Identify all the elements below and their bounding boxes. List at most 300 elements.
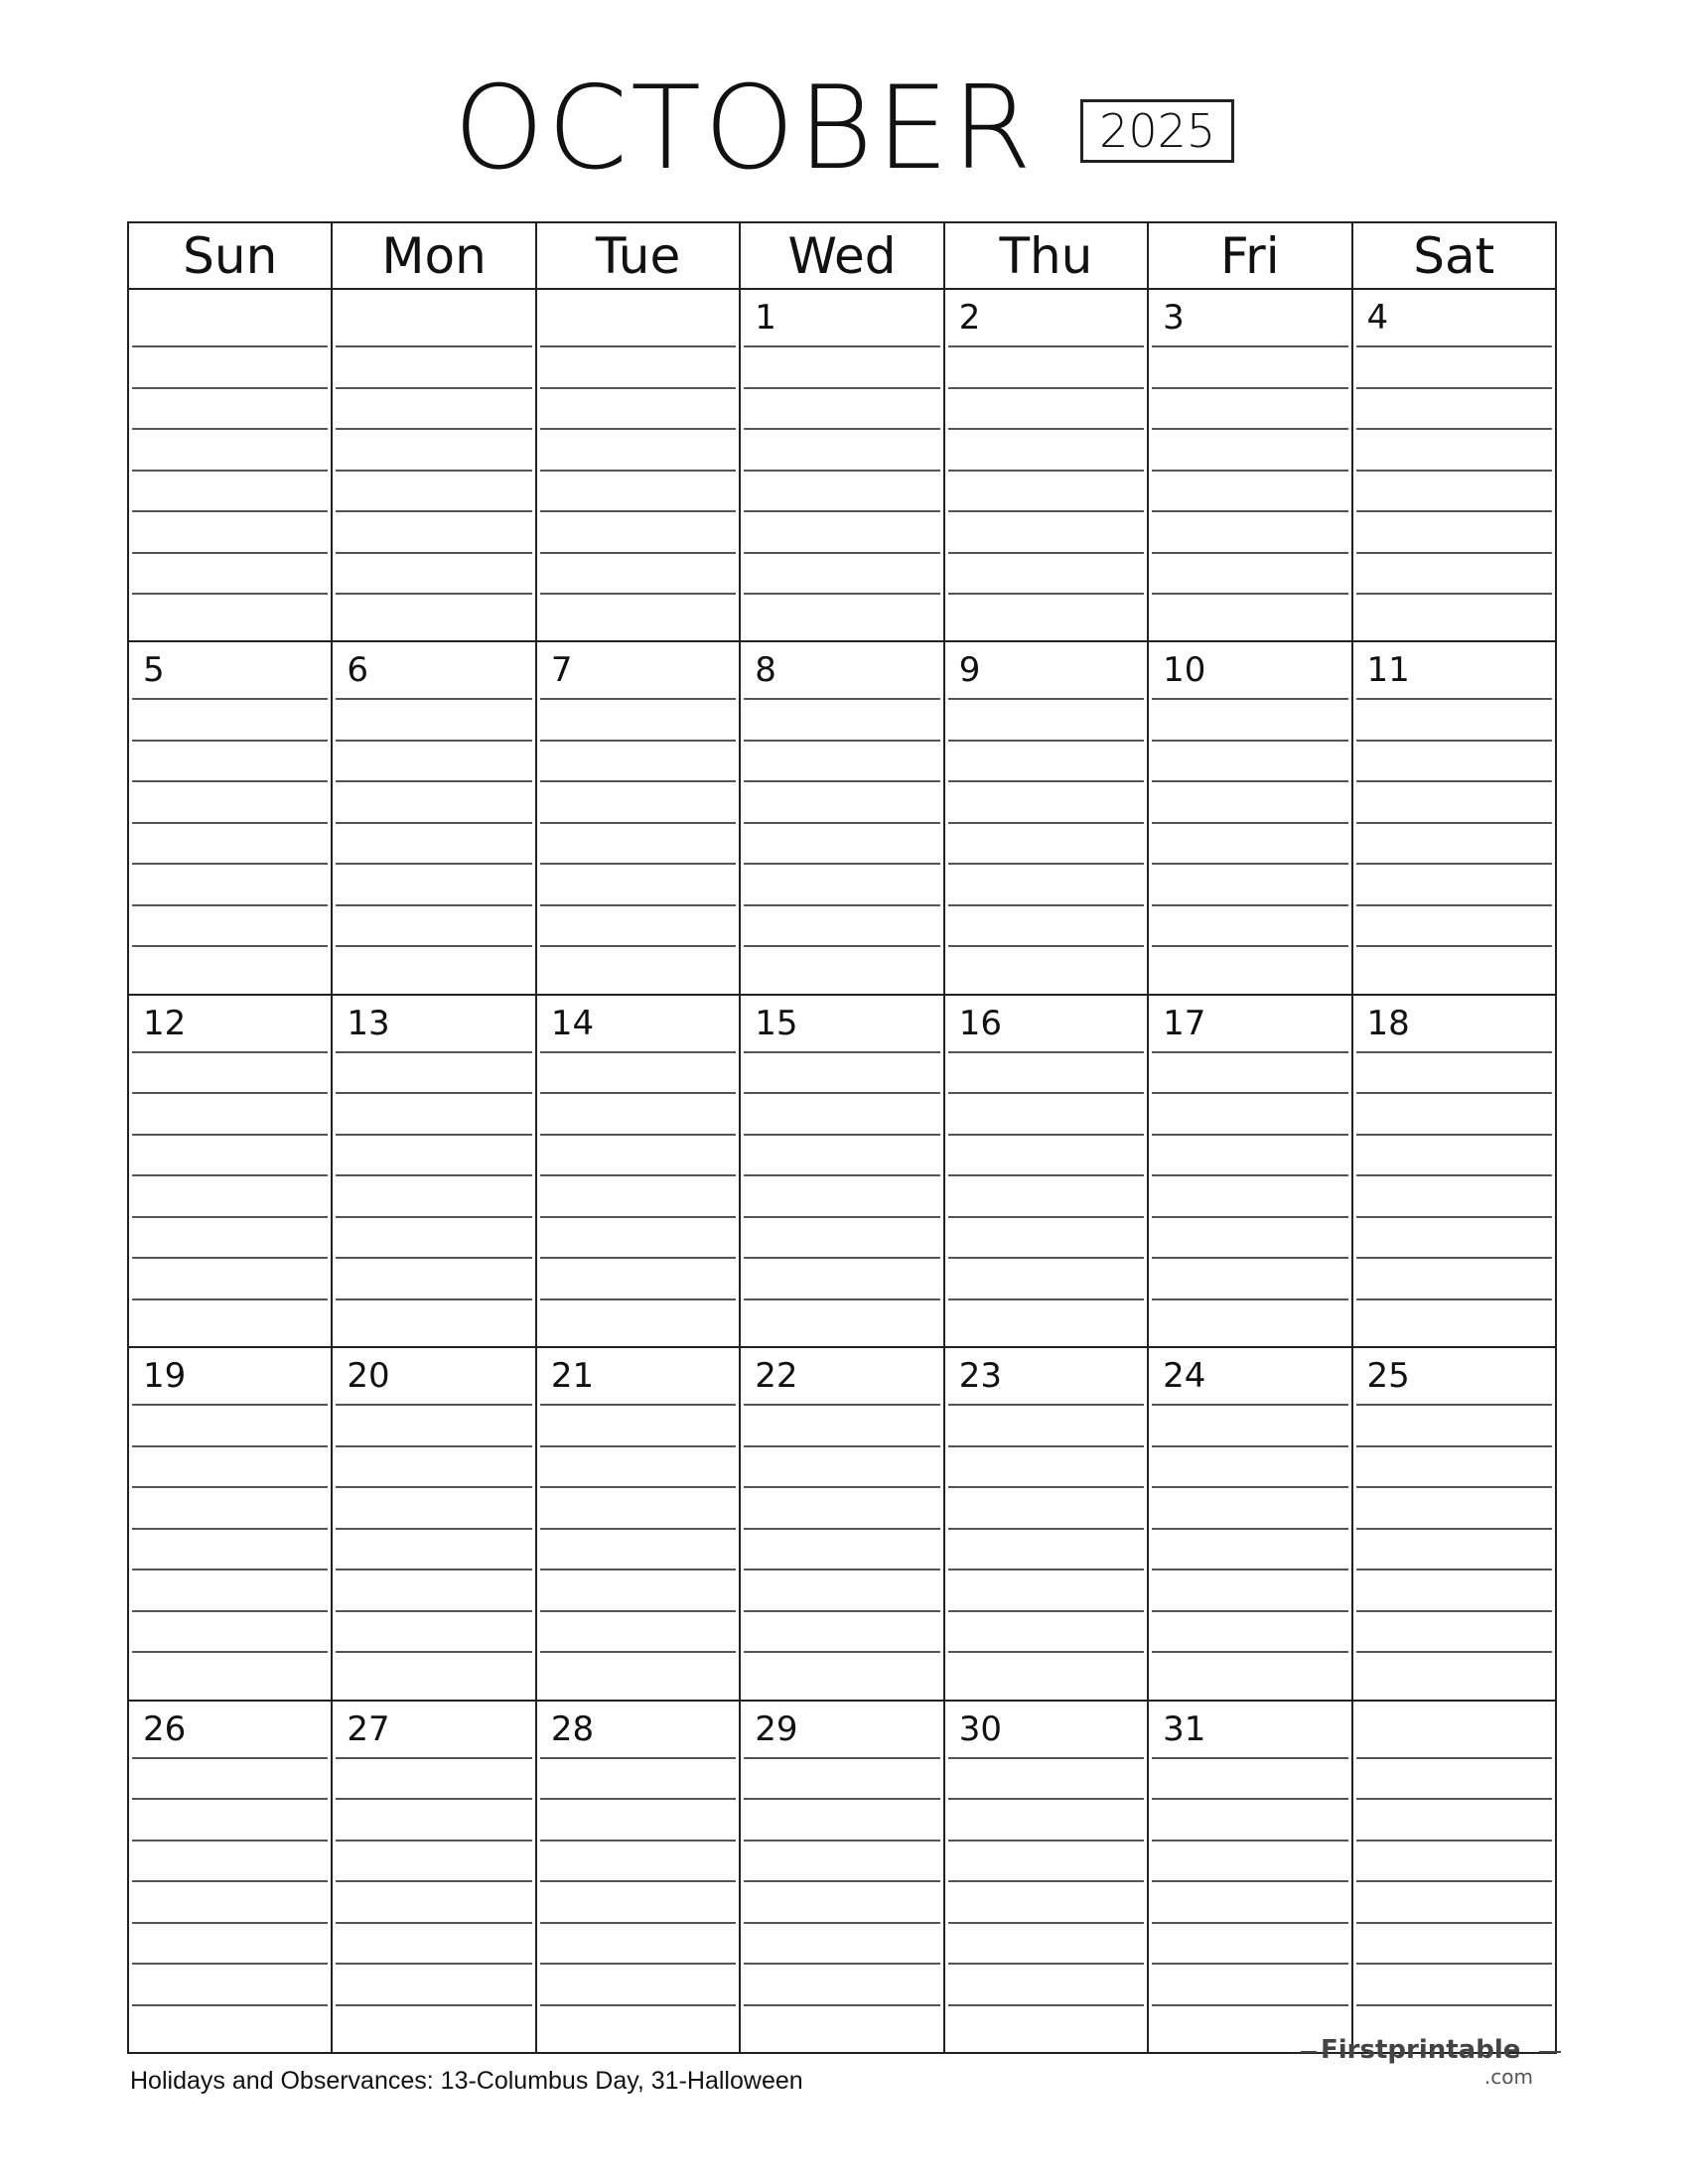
writing-line (1152, 1257, 1347, 1259)
writing-line (948, 1922, 1144, 1924)
writing-line (336, 1963, 531, 1965)
day-cell[interactable] (537, 1348, 741, 1699)
writing-line (744, 1651, 939, 1653)
writing-line (336, 1757, 531, 1759)
writing-line (744, 552, 939, 554)
writing-line (1152, 1404, 1347, 1406)
writing-line (1356, 1922, 1552, 1924)
writing-lines (540, 1404, 736, 1691)
day-number: 24 (1163, 1356, 1206, 1397)
writing-lines (1356, 698, 1552, 985)
writing-line (948, 1963, 1144, 1965)
writing-lines (1152, 1757, 1347, 2044)
day-cell[interactable] (1149, 996, 1352, 1346)
day-cell[interactable] (1353, 642, 1555, 993)
writing-line (744, 1840, 939, 1842)
writing-line (1356, 904, 1552, 906)
writing-line (744, 1404, 939, 1406)
writing-line (1152, 1092, 1347, 1094)
day-cell[interactable] (1353, 996, 1555, 1346)
writing-line (1152, 904, 1347, 906)
day-cell[interactable] (537, 642, 741, 993)
weekday-wed: Wed (741, 223, 944, 288)
writing-line (744, 863, 939, 865)
day-number: 5 (143, 650, 165, 691)
writing-line (1152, 698, 1347, 700)
writing-lines (1152, 1404, 1347, 1691)
writing-line (540, 1404, 736, 1406)
writing-line (1356, 510, 1552, 512)
writing-line (132, 1610, 328, 1612)
day-cell[interactable] (537, 996, 741, 1346)
writing-line (948, 1298, 1144, 1300)
calendar-header (0, 60, 1688, 199)
writing-line (1356, 1298, 1552, 1300)
day-cell[interactable] (1353, 1702, 1555, 2052)
writing-line (948, 1445, 1144, 1447)
writing-line (132, 345, 328, 347)
writing-lines (336, 698, 531, 985)
writing-line (744, 428, 939, 430)
day-number: 25 (1366, 1356, 1410, 1397)
writing-line (744, 1528, 939, 1530)
writing-line (744, 1798, 939, 1800)
week-row (129, 642, 1555, 995)
writing-line (744, 1880, 939, 1882)
writing-line (540, 1486, 736, 1488)
writing-line (744, 1092, 939, 1094)
writing-line (744, 1216, 939, 1218)
writing-lines (540, 1757, 736, 2044)
day-cell[interactable] (1353, 290, 1555, 640)
writing-line (132, 740, 328, 742)
writing-line (336, 1922, 531, 1924)
writing-line (336, 428, 531, 430)
writing-lines (336, 345, 531, 632)
writing-line (1152, 1528, 1347, 1530)
day-cell[interactable] (129, 996, 333, 1346)
writing-line (336, 1651, 531, 1653)
day-number: 27 (347, 1708, 390, 1749)
day-cell[interactable] (741, 290, 944, 640)
writing-line (132, 593, 328, 595)
writing-line (1356, 593, 1552, 595)
day-number: 22 (755, 1356, 798, 1397)
writing-lines (948, 1051, 1144, 1338)
month-title: OCTOBER (453, 62, 1036, 196)
day-cell[interactable] (333, 1702, 536, 2052)
day-number: 26 (143, 1708, 187, 1749)
writing-line (1356, 1610, 1552, 1612)
writing-line (1152, 863, 1347, 865)
day-number: 17 (1163, 1003, 1206, 1043)
writing-line (1152, 1922, 1347, 1924)
writing-line (1356, 1880, 1552, 1882)
week-row (129, 996, 1555, 1348)
writing-line (336, 1404, 531, 1406)
writing-line (948, 780, 1144, 782)
writing-line (336, 1569, 531, 1570)
writing-line (132, 1051, 328, 1053)
writing-lines (336, 1404, 531, 1691)
writing-line (948, 1757, 1144, 1759)
writing-line (132, 470, 328, 472)
writing-line (1152, 510, 1347, 512)
writing-line (948, 1840, 1144, 1842)
writing-line (744, 904, 939, 906)
writing-line (540, 1528, 736, 1530)
writing-line (744, 945, 939, 947)
writing-line (540, 552, 736, 554)
writing-line (1152, 387, 1347, 389)
day-cell[interactable] (1353, 1348, 1555, 1699)
writing-line (948, 904, 1144, 906)
writing-line (948, 345, 1144, 347)
writing-line (1152, 345, 1347, 347)
writing-line (948, 1257, 1144, 1259)
writing-line (540, 1298, 736, 1300)
writing-lines (1152, 698, 1347, 985)
writing-lines (744, 698, 939, 985)
writing-line (132, 822, 328, 824)
writing-line (1152, 593, 1347, 595)
writing-line (132, 1092, 328, 1094)
writing-line (1152, 1134, 1347, 1136)
writing-line (540, 1174, 736, 1176)
writing-line (540, 1051, 736, 1053)
writing-line (336, 1134, 531, 1136)
weekday-sun: Sun (129, 223, 333, 288)
brand-name: Firstprintable (1321, 2035, 1521, 2065)
writing-line (1152, 470, 1347, 472)
writing-line (1152, 1569, 1347, 1570)
day-number: 8 (755, 650, 776, 691)
writing-line (336, 863, 531, 865)
writing-line (1356, 945, 1552, 947)
writing-line (1152, 740, 1347, 742)
writing-line (948, 698, 1144, 700)
day-cell[interactable] (333, 996, 536, 1346)
day-cell[interactable] (537, 290, 741, 640)
writing-line (1356, 1404, 1552, 1406)
writing-line (1356, 1528, 1552, 1530)
day-cell[interactable] (945, 290, 1149, 640)
writing-line (540, 593, 736, 595)
brand-dash-left (1301, 2051, 1317, 2053)
writing-line (1152, 1486, 1347, 1488)
writing-line (540, 1257, 736, 1259)
day-number: 28 (550, 1708, 595, 1749)
writing-line (132, 1298, 328, 1300)
writing-line (1356, 780, 1552, 782)
writing-line (744, 698, 939, 700)
writing-line (540, 345, 736, 347)
writing-line (540, 1610, 736, 1612)
writing-line (540, 1445, 736, 1447)
writing-line (336, 387, 531, 389)
writing-line (1356, 552, 1552, 554)
weekday-sat: Sat (1413, 226, 1495, 285)
writing-line (1356, 387, 1552, 389)
writing-line (1356, 2004, 1552, 2006)
writing-line (948, 1216, 1144, 1218)
writing-lines (540, 1051, 736, 1338)
writing-line (540, 1840, 736, 1842)
day-cell[interactable] (1149, 1348, 1352, 1699)
writing-lines (1152, 1051, 1347, 1338)
writing-line (744, 2004, 939, 2006)
day-number: 10 (1163, 650, 1206, 691)
writing-line (1152, 2004, 1347, 2006)
day-cell[interactable] (945, 1702, 1149, 2052)
writing-line (1152, 1840, 1347, 1842)
writing-line (132, 904, 328, 906)
writing-line (1152, 1798, 1347, 1800)
writing-line (1356, 1216, 1552, 1218)
day-cell[interactable] (1149, 290, 1352, 640)
writing-line (744, 1298, 939, 1300)
writing-line (132, 1257, 328, 1259)
day-cell[interactable] (741, 996, 944, 1346)
weekday-header-row (129, 223, 1555, 290)
weekday-thu: Thu (945, 223, 1149, 288)
writing-lines (540, 698, 736, 985)
writing-line (744, 470, 939, 472)
writing-line (132, 780, 328, 782)
day-cell[interactable] (945, 1348, 1149, 1699)
writing-line (1152, 1610, 1347, 1612)
writing-line (336, 1445, 531, 1447)
writing-line (132, 1880, 328, 1882)
day-number: 11 (1366, 650, 1410, 691)
writing-line (1356, 1651, 1552, 1653)
writing-line (948, 1092, 1144, 1094)
writing-lines (1152, 345, 1347, 632)
writing-line (948, 1651, 1144, 1653)
writing-line (1356, 1134, 1552, 1136)
writing-line (948, 1134, 1144, 1136)
day-cell[interactable] (333, 290, 536, 640)
day-number: 3 (1163, 298, 1185, 338)
writing-line (1356, 1174, 1552, 1176)
writing-line (540, 1092, 736, 1094)
day-number: 7 (550, 650, 573, 691)
writing-lines (1356, 1757, 1552, 2044)
day-cell[interactable] (1149, 642, 1352, 993)
brand-logo (1301, 2035, 1569, 2095)
writing-line (1152, 1216, 1347, 1218)
writing-line (744, 345, 939, 347)
writing-lines (1356, 1051, 1552, 1338)
writing-line (132, 387, 328, 389)
writing-line (744, 822, 939, 824)
writing-line (1152, 1651, 1347, 1653)
writing-line (1356, 822, 1552, 824)
writing-line (336, 1051, 531, 1053)
writing-line (336, 1880, 531, 1882)
writing-line (1152, 552, 1347, 554)
writing-line (132, 1963, 328, 1965)
writing-line (540, 1134, 736, 1136)
writing-line (1152, 1298, 1347, 1300)
week-row (129, 1348, 1555, 1701)
writing-line (336, 1798, 531, 1800)
day-cell[interactable] (945, 642, 1149, 993)
writing-lines (948, 345, 1144, 632)
writing-line (540, 822, 736, 824)
writing-line (1356, 698, 1552, 700)
writing-line (336, 1840, 531, 1842)
writing-line (336, 510, 531, 512)
writing-lines (1356, 345, 1552, 632)
weekday-tue: Tue (537, 223, 741, 288)
writing-line (540, 510, 736, 512)
writing-line (1356, 1257, 1552, 1259)
day-number: 15 (755, 1003, 798, 1043)
weekday-mon: Mon (333, 223, 536, 288)
writing-lines (948, 698, 1144, 985)
writing-line (132, 863, 328, 865)
writing-line (540, 428, 736, 430)
day-number: 2 (958, 298, 981, 338)
calendar-grid (127, 221, 1557, 2054)
writing-line (744, 780, 939, 782)
day-cell[interactable] (129, 1348, 333, 1699)
writing-line (540, 1757, 736, 1759)
writing-line (336, 1528, 531, 1530)
writing-line (540, 1569, 736, 1570)
writing-line (132, 1404, 328, 1406)
writing-line (1356, 345, 1552, 347)
writing-line (1356, 1757, 1552, 1759)
writing-lines (132, 1404, 328, 1691)
day-cell[interactable] (129, 1702, 333, 2052)
writing-lines (336, 1757, 531, 2044)
writing-lines (132, 1051, 328, 1338)
day-cell[interactable] (945, 996, 1149, 1346)
writing-lines (336, 1051, 531, 1338)
writing-line (948, 822, 1144, 824)
day-number: 19 (143, 1356, 187, 1397)
day-cell[interactable] (333, 642, 536, 993)
day-cell[interactable] (741, 642, 944, 993)
day-number: 23 (958, 1356, 1002, 1397)
writing-line (1356, 740, 1552, 742)
writing-line (336, 552, 531, 554)
writing-line (132, 1528, 328, 1530)
writing-line (540, 1880, 736, 1882)
day-cell[interactable] (537, 1702, 741, 2052)
day-cell[interactable] (1149, 1702, 1352, 2052)
writing-line (744, 1257, 939, 1259)
writing-line (540, 945, 736, 947)
writing-line (1356, 428, 1552, 430)
writing-line (744, 510, 939, 512)
writing-line (336, 904, 531, 906)
writing-lines (948, 1404, 1144, 1691)
writing-line (132, 698, 328, 700)
writing-line (1152, 1445, 1347, 1447)
writing-line (948, 1880, 1144, 1882)
brand-tld: .com (1483, 2065, 1533, 2089)
writing-line (744, 1569, 939, 1570)
writing-line (336, 945, 531, 947)
writing-line (744, 1051, 939, 1053)
writing-line (540, 2004, 736, 2006)
writing-lines (744, 1051, 939, 1338)
writing-line (948, 1798, 1144, 1800)
writing-line (540, 698, 736, 700)
writing-line (744, 1757, 939, 1759)
day-cell[interactable] (129, 290, 333, 640)
brand-dash-right (1539, 2051, 1561, 2053)
day-cell[interactable] (741, 1348, 944, 1699)
writing-line (948, 1404, 1144, 1406)
writing-line (132, 2004, 328, 2006)
writing-lines (132, 698, 328, 985)
writing-line (1356, 470, 1552, 472)
writing-line (948, 510, 1144, 512)
day-cell[interactable] (741, 1702, 944, 2052)
year-badge: 2025 (1080, 99, 1234, 163)
writing-line (132, 1216, 328, 1218)
writing-line (744, 1610, 939, 1612)
writing-line (1356, 1092, 1552, 1094)
week-row (129, 290, 1555, 642)
day-number: 20 (347, 1356, 390, 1397)
writing-line (336, 593, 531, 595)
writing-line (1152, 780, 1347, 782)
writing-line (744, 593, 939, 595)
writing-line (336, 1298, 531, 1300)
writing-line (1356, 1486, 1552, 1488)
week-row (129, 1702, 1555, 2054)
holidays-note: Holidays and Observances: 13-Columbus Day, 31-Halloween (130, 2067, 803, 2095)
day-number: 31 (1163, 1708, 1206, 1749)
writing-line (1356, 1445, 1552, 1447)
writing-lines (744, 345, 939, 632)
writing-lines (948, 1757, 1144, 2044)
writing-line (132, 945, 328, 947)
writing-line (132, 510, 328, 512)
writing-line (132, 1569, 328, 1570)
writing-line (132, 1174, 328, 1176)
writing-line (540, 740, 736, 742)
writing-line (948, 593, 1144, 595)
writing-line (948, 1528, 1144, 1530)
writing-line (1356, 1051, 1552, 1053)
writing-line (540, 863, 736, 865)
day-number: 4 (1366, 298, 1389, 338)
writing-lines (540, 345, 736, 632)
writing-line (948, 1610, 1144, 1612)
writing-line (132, 1798, 328, 1800)
writing-line (1152, 1051, 1347, 1053)
writing-line (336, 740, 531, 742)
writing-line (132, 1486, 328, 1488)
writing-lines (744, 1757, 939, 2044)
writing-line (132, 1134, 328, 1136)
writing-line (1152, 1174, 1347, 1176)
day-cell[interactable] (333, 1348, 536, 1699)
writing-line (540, 904, 736, 906)
day-number: 6 (347, 650, 369, 691)
day-cell[interactable] (129, 642, 333, 993)
writing-line (540, 780, 736, 782)
writing-line (948, 552, 1144, 554)
writing-line (1152, 822, 1347, 824)
day-number: 14 (550, 1003, 595, 1043)
